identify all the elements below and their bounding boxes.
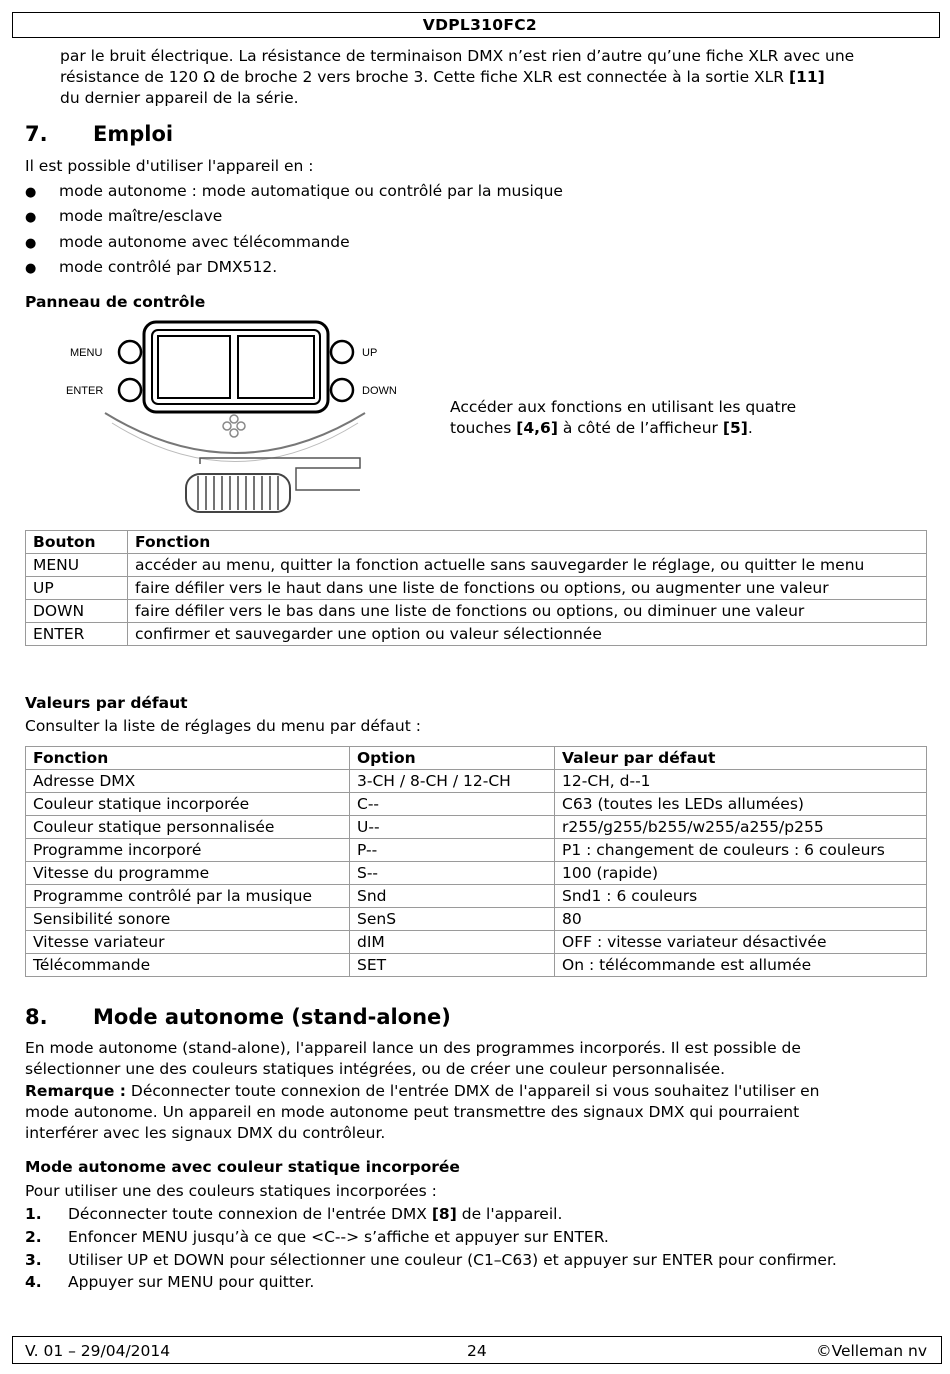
step-text: Appuyer sur MENU pour quitter. (68, 1273, 315, 1291)
step-text: Enfoncer MENU jusqu’à ce que <C--> s’affiche et appuyer sur ENTER. (68, 1228, 609, 1246)
table-header-cell: Option (350, 747, 555, 770)
remark-line-1 (25, 1081, 820, 1102)
remark-line-3: interférer avec les signaux DMX du contrôleur. (25, 1124, 386, 1142)
bullet-icon: ● (25, 236, 37, 251)
panel-text-part: touches (450, 419, 517, 437)
table-cell: U-- (350, 816, 555, 839)
table-cell: Télécommande (26, 954, 350, 977)
table-cell: Couleur statique incorporée (26, 793, 350, 816)
table-cell: UP (26, 577, 128, 600)
defaults-heading: Valeurs par défaut (25, 694, 188, 712)
table-cell: Programme incorporé (26, 839, 350, 862)
table-header-cell: Bouton (26, 531, 128, 554)
step-number: 4. (25, 1273, 42, 1291)
page-footer (12, 1336, 942, 1364)
panel-text-part: . (747, 419, 753, 437)
table-cell: Sensibilité sonore (26, 908, 350, 931)
table-row (26, 623, 927, 646)
defaults-lead: Consulter la liste de réglages du menu par défaut : (25, 717, 421, 735)
table-cell: Couleur statique personnalisée (26, 816, 350, 839)
enter-button-icon (119, 379, 141, 401)
footer-version: V. 01 – 29/04/2014 (25, 1342, 171, 1360)
table-cell: 12-CH, d--1 (555, 770, 927, 793)
bullet-item (25, 206, 222, 228)
panel-heading: Panneau de contrôle (25, 293, 206, 311)
panel-description-line-1: Accéder aux fonctions en utilisant les quatre (450, 398, 797, 416)
step-text: Utiliser UP et DOWN pour sélectionner une couleur (C1–C63) et appuyer sur ENTER pour confirmer. (68, 1251, 837, 1269)
table-cell: MENU (26, 554, 128, 577)
list-item (25, 1227, 609, 1248)
step-ref: [8] (431, 1205, 457, 1223)
remark-text: Déconnecter toute connexion de l'entrée DMX de l'appareil si vous souhaitez l'utiliser en (125, 1082, 820, 1100)
panel-label-enter: ENTER (66, 385, 104, 397)
step-text: Déconnecter toute connexion de l'entrée DMX (68, 1205, 432, 1223)
table-header-cell: Fonction (128, 531, 927, 554)
bullet-item (25, 181, 563, 203)
footer-copyright: ©Velleman nv (816, 1342, 927, 1360)
table-cell: dIM (350, 931, 555, 954)
menu-button-icon (119, 341, 141, 363)
bullet-text: mode contrôlé par DMX512. (59, 258, 278, 276)
section-7-lead: Il est possible d'utiliser l'appareil en : (25, 157, 314, 175)
table-cell: accéder au menu, quitter la fonction actuelle sans sauvegarder le réglage, ou quitter le menu (128, 554, 927, 577)
table-row (26, 908, 927, 931)
step-number: 2. (25, 1228, 42, 1246)
bullet-icon: ● (25, 185, 37, 200)
table-row (26, 554, 927, 577)
table-row (26, 577, 927, 600)
table-cell: DOWN (26, 600, 128, 623)
table-cell: 3-CH / 8-CH / 12-CH (350, 770, 555, 793)
section-7-heading (25, 122, 173, 146)
table-cell: P1 : changement de couleurs : 6 couleurs (555, 839, 927, 862)
table-row (26, 885, 927, 908)
table-cell: P-- (350, 839, 555, 862)
table-header-cell: Valeur par défaut (555, 747, 927, 770)
intro-line-2-text: résistance de 120 Ω de broche 2 vers broche 3. Cette fiche XLR est connectée à la sortie XLR (60, 68, 789, 86)
document-title: VDPL310FC2 (422, 16, 537, 34)
ir-sensor-icon (223, 415, 245, 437)
section-8-title: Mode autonome (stand-alone) (93, 1005, 451, 1029)
table-cell: r255/g255/b255/w255/a255/p255 (555, 816, 927, 839)
intro-line-3: du dernier appareil de la série. (60, 89, 299, 107)
table-row (26, 816, 927, 839)
bullet-icon: ● (25, 210, 37, 225)
bullet-icon: ● (25, 261, 37, 276)
table-cell: faire défiler vers le bas dans une liste de fonctions ou options, ou diminuer une valeur (128, 600, 927, 623)
page-header (12, 12, 940, 38)
bullet-text: mode maître/esclave (59, 207, 223, 225)
table-row (26, 931, 927, 954)
table-row (26, 793, 927, 816)
section-8-number: 8. (25, 1005, 48, 1029)
table-cell: Vitesse variateur (26, 931, 350, 954)
panel-description-line-2 (450, 418, 753, 439)
table-header-row (26, 531, 927, 554)
section-7-title: Emploi (93, 122, 174, 146)
section-8-para-line-2: sélectionner une des couleurs statiques intégrées, ou de créer une couleur personnalisée. (25, 1060, 726, 1078)
section-8-para-line-1: En mode autonome (stand-alone), l'appareil lance un des programmes incorporés. Il est possible de (25, 1039, 801, 1057)
control-panel-illustration (60, 318, 420, 518)
table-row (26, 954, 927, 977)
standalone-static-heading: Mode autonome avec couleur statique incorporée (25, 1158, 460, 1176)
up-button-icon (331, 341, 353, 363)
list-item (25, 1272, 314, 1293)
table-row (26, 839, 927, 862)
buttons-table (25, 530, 927, 646)
section-8-heading (25, 1005, 451, 1029)
table-cell: OFF : vitesse variateur désactivée (555, 931, 927, 954)
table-cell: faire défiler vers le haut dans une liste de fonctions ou options, ou augmenter une valeur (128, 577, 927, 600)
panel-label-down: DOWN (362, 385, 397, 397)
panel-label-up: UP (362, 347, 378, 359)
remark-label: Remarque : (25, 1082, 126, 1100)
intro-ref: [11] (789, 68, 825, 86)
table-row (26, 862, 927, 885)
table-row (26, 770, 927, 793)
table-cell: S-- (350, 862, 555, 885)
panel-label-menu: MENU (70, 347, 103, 359)
remark-line-2: mode autonome. Un appareil en mode autonome peut transmettre des signaux DMX qui pourraient (25, 1103, 800, 1121)
step-number: 3. (25, 1251, 42, 1269)
list-item (25, 1204, 562, 1225)
defaults-table (25, 746, 927, 977)
table-header-row (26, 747, 927, 770)
table-cell: C63 (toutes les LEDs allumées) (555, 793, 927, 816)
bullet-item (25, 257, 277, 279)
table-cell: 100 (rapide) (555, 862, 927, 885)
panel-text-part: à côté de l’afficheur (557, 419, 723, 437)
footer-page-number: 24 (467, 1342, 487, 1360)
table-cell: 80 (555, 908, 927, 931)
bullet-text: mode autonome avec télécommande (59, 233, 350, 251)
knob-icon (186, 474, 290, 512)
table-cell: Programme contrôlé par la musique (26, 885, 350, 908)
table-cell: confirmer et sauvegarder une option ou valeur sélectionnée (128, 623, 927, 646)
table-cell: Vitesse du programme (26, 862, 350, 885)
bullet-text: mode autonome : mode automatique ou contrôlé par la musique (59, 182, 563, 200)
panel-ref-buttons: [4,6] (516, 419, 558, 437)
table-cell: Snd (350, 885, 555, 908)
down-button-icon (331, 379, 353, 401)
table-cell: ENTER (26, 623, 128, 646)
step-text: de l'appareil. (456, 1205, 563, 1223)
table-cell: Adresse DMX (26, 770, 350, 793)
standalone-static-lead: Pour utiliser une des couleurs statiques incorporées : (25, 1182, 437, 1200)
table-cell: C-- (350, 793, 555, 816)
table-header-cell: Fonction (26, 747, 350, 770)
table-cell: On : télécommande est allumée (555, 954, 927, 977)
bullet-item (25, 232, 350, 254)
panel-ref-display: [5] (722, 419, 748, 437)
step-number: 1. (25, 1205, 42, 1223)
table-cell: SET (350, 954, 555, 977)
intro-line-1: par le bruit électrique. La résistance de terminaison DMX n’est rien d’autre qu’une fiche XLR avec une (60, 47, 855, 65)
table-cell: Snd1 : 6 couleurs (555, 885, 927, 908)
table-cell: SenS (350, 908, 555, 931)
table-row (26, 600, 927, 623)
section-7-number: 7. (25, 122, 48, 146)
intro-line-2 (60, 67, 825, 88)
list-item (25, 1250, 837, 1271)
